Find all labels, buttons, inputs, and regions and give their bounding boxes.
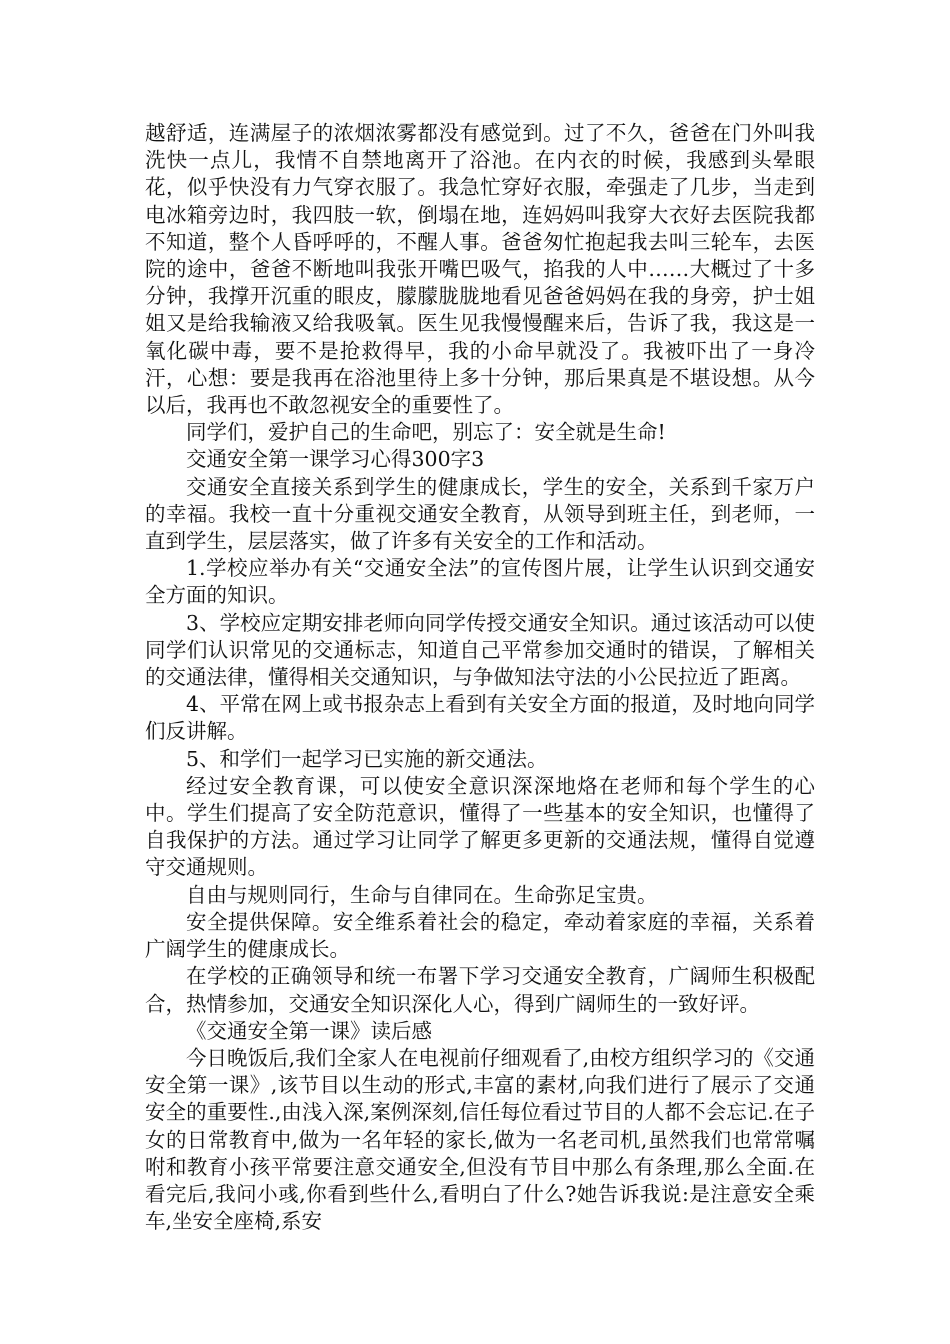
- list-item-1: 1.学校应举办有关“交通安全法”的宣传图片展，让学生认识到交通安全方面的知识。: [145, 556, 815, 608]
- paragraph-safety-guarantee: 安全提供保障。安全维系着社会的稳定，牵动着家庭的幸福，关系着广阔学生的健康成长。: [145, 909, 815, 962]
- list-item-4: 4、平常在网上或书报杂志上看到有关安全方面的报道，及时地向同学们反讲解。: [145, 692, 815, 744]
- section-heading-review: 《交通安全第一课》读后感: [186, 1018, 432, 1043]
- paragraph-education-outcome: 经过安全教育课，可以使安全意识深深地烙在老师和每个学生的心中。学生们提高了安全防范意识，懂得了一些基本的安全知识，也懂得了自我保护的方法。通过学习让同学了解更多更新的交通法规，懂得自觉遵守交通规则。: [145, 773, 815, 880]
- section-heading-study-notes: 交通安全第一课学习心得300字3: [186, 447, 485, 472]
- paragraph-school-leadership: 在学校的正确领导和统一布署下学习交通安全教育，广阔师生积极配合，热情参加，交通安全知识深化人心，得到广阔师生的一致好评。: [145, 964, 815, 1016]
- list-item-3: 3、学校应定期安排老师向同学传授交通安全知识。通过该活动可以使同学们认识常见的交通标志，知道自己平常参加交通时的错误，了解相关的交通法律，懂得相关交通知识，与争做知法守法的小公民拉近了距离。: [145, 610, 815, 690]
- paragraph-family-viewing: 今日晚饭后,我们全家人在电视前仔细观看了,由校方组织学习的《交通安全第一课》,该节目以生动的形式,丰富的素材,向我们进行了展示了交通安全的重要性.,由浅入深,案例深刻,信任每位看过节目的人都不会忘记.在子女的日常教育中,做为一名年轻的家长,做为一名老司机,虽然我们也常常嘱咐和教育小孩平常要注意交通安全,但没有节目中那么有条理,那么全面.在看完后,我问小彧,你看到些什么,看明白了什么?她告诉我说:是注意安全乘车,坐安全座椅,系安: [145, 1045, 815, 1234]
- list-item-5: 5、和学们一起学习已实施的新交通法。: [186, 746, 548, 771]
- paragraph-freedom-rules: 自由与规则同行，生命与自律同在。生命弥足宝贵。: [186, 882, 658, 907]
- paragraph-safety-is-life: 同学们，爱护自己的生命吧，别忘了：安全就是生命!: [186, 420, 666, 445]
- paragraph-poisoning-story: 越舒适，连满屋子的浓烟浓雾都没有感觉到。过了不久，爸爸在门外叫我洗快一点儿，我情不自禁地离开了浴池。在内衣的时候，我感到头晕眼花，似乎快没有力气穿衣服了。我急忙穿好衣服，牵强走了几步，当走到电冰箱旁边时，我四肢一软，倒塌在地，连妈妈叫我穿大衣好去医院我都不知道，整个人昏呼呼的，不醒人事。爸爸匆忙抱起我去叫三轮车，去医院的途中，爸爸不断地叫我张开嘴巴吸气，掐我的人中……大概过了十多分钟，我撑开沉重的眼皮，朦朦胧胧地看见爸爸妈妈在我的身旁，护士姐姐又是给我输液又给我吸氧。医生见我慢慢醒来后，告诉了我，我这是一氧化碳中毒，要不是抢救得早，我的小命早就没了。我被吓出了一身冷汗，心想：要是我再在浴池里待上多十分钟，那后果真是不堪设想。从今以后，我再也不敢忽视安全的重要性了。: [145, 121, 815, 418]
- document-body: [145, 120, 815, 1235]
- paragraph-school-safety-intro: 交通安全直接关系到学生的健康成长，学生的安全，关系到千家万户的幸福。我校一直十分重视交通安全教育，从领导到班主任，到老师，一直到学生，层层落实，做了许多有关安全的工作和活动。: [145, 474, 815, 554]
